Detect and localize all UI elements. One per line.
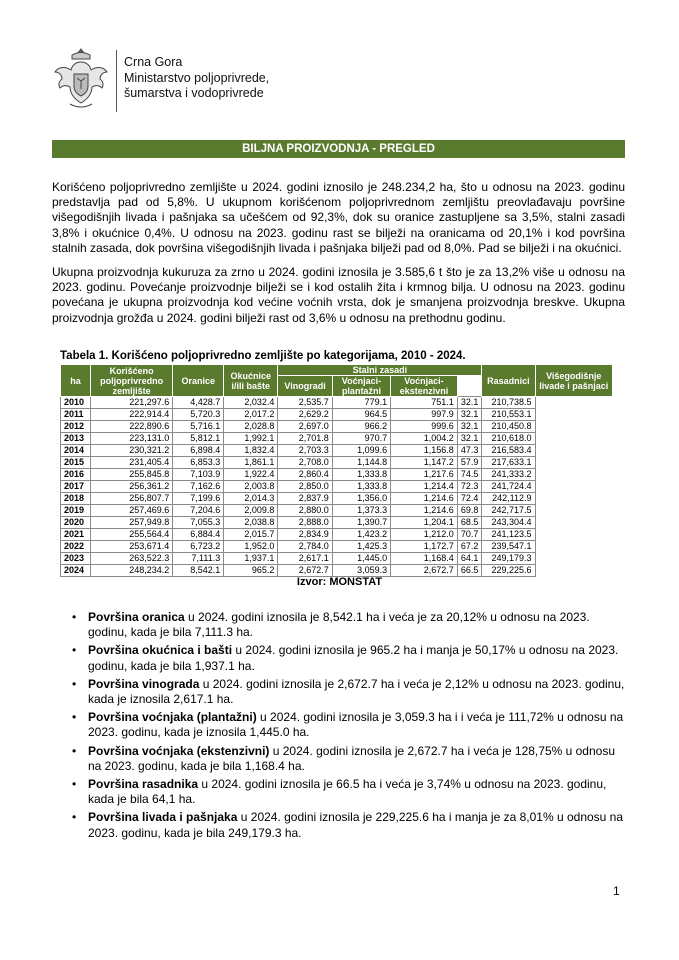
- value-cell: 1,356.0: [332, 493, 390, 505]
- value-cell: 210,618.0: [482, 433, 535, 445]
- value-cell: 965.2: [224, 565, 278, 577]
- table-row: [61, 541, 613, 553]
- value-cell: 2,617.1: [278, 553, 332, 565]
- table-row: [61, 433, 613, 445]
- value-cell: 1,937.1: [224, 553, 278, 565]
- value-cell: 69.8: [457, 505, 482, 517]
- table-row: [61, 457, 613, 469]
- value-cell: 7,103.9: [173, 469, 224, 481]
- value-cell: 1,217.6: [391, 469, 458, 481]
- bullet-icon: •: [72, 610, 77, 624]
- value-cell: 2,535.7: [278, 397, 332, 409]
- value-cell: 7,162.6: [173, 481, 224, 493]
- value-cell: 64.1: [457, 553, 482, 565]
- year-cell: 2015: [61, 457, 91, 469]
- value-cell: 32.1: [457, 421, 482, 433]
- year-cell: 2022: [61, 541, 91, 553]
- value-cell: 1,425.3: [332, 541, 390, 553]
- value-cell: 229,225.6: [482, 565, 535, 577]
- page-title: BILJNA PROIZVODNJA - PREGLED: [52, 140, 625, 158]
- list-item: [52, 744, 625, 774]
- value-cell: 210,450.8: [482, 421, 535, 433]
- list-item: [52, 810, 625, 840]
- bullet-text: u 2024. godini iznosila je 229,225.6 ha i manja je za 8,01% u odnosu na 2023. godinu, kada je bila 249,179.3 ha.: [88, 810, 624, 840]
- table-row: [61, 529, 613, 541]
- value-cell: 66.5: [457, 565, 482, 577]
- bullet-text: u 2024. godini iznosila je 2,672.7 ha i veća je 128,75% u odnosu na 2023. godinu, kada je bila 1,168.4 ha.: [88, 743, 615, 773]
- value-cell: 222,890.6: [91, 421, 173, 433]
- value-cell: 249,179.3: [482, 553, 535, 565]
- value-cell: 253,671.4: [91, 541, 173, 553]
- value-cell: 1,204.1: [391, 517, 458, 529]
- value-cell: 7,055.3: [173, 517, 224, 529]
- coat-of-arms-icon: [52, 46, 110, 112]
- value-cell: 1,214.4: [391, 481, 458, 493]
- value-cell: 256,807.7: [91, 493, 173, 505]
- value-cell: 2,880.0: [278, 505, 332, 517]
- value-cell: 242,112.9: [482, 493, 535, 505]
- value-cell: 223,131.0: [91, 433, 173, 445]
- value-cell: 67.2: [457, 541, 482, 553]
- value-cell: 216,583.4: [482, 445, 535, 457]
- value-cell: 3,059.3: [332, 565, 390, 577]
- value-cell: 2,672.7: [278, 565, 332, 577]
- year-cell: 2010: [61, 397, 91, 409]
- value-cell: 257,469.6: [91, 505, 173, 517]
- list-item: [52, 677, 625, 707]
- value-cell: 263,522.3: [91, 553, 173, 565]
- list-item: [52, 610, 625, 640]
- value-cell: 5,720.3: [173, 409, 224, 421]
- value-cell: 210,553.1: [482, 409, 535, 421]
- paragraph-production: Ukupna proizvodnja kukuruza za zrno u 2024. godini iznosila je 3.585,6 t što je za 13,2% više u odnosu na 2023. godinu. Povećanje proizvodnje bilježi se i kod ostalih žita i krmnog bilja. U odnosu na 2023. godinu povećana je ukupna proizvodnja kod većine voćnih vrsta, dok je smanjena proizvodnja breskve. Ukupna proizvodnja grožđa u 2024. godini bilježi rast od 3,6% u odnosu na prethodnu godinu.: [52, 265, 625, 325]
- value-cell: 2,708.0: [278, 457, 332, 469]
- table-row: [61, 565, 613, 577]
- value-cell: 751.1: [391, 397, 458, 409]
- bullet-icon: •: [72, 643, 77, 658]
- table-row: [61, 469, 613, 481]
- value-cell: 2,850.0: [278, 481, 332, 493]
- value-cell: 243,304.4: [482, 517, 535, 529]
- value-cell: 1,423.2: [332, 529, 390, 541]
- value-cell: 1,214.6: [391, 505, 458, 517]
- list-item: [52, 777, 625, 807]
- header-rasadnici: Rasadnici: [482, 365, 535, 397]
- table-row: [61, 445, 613, 457]
- table-row: [61, 553, 613, 565]
- value-cell: 255,845.8: [91, 469, 173, 481]
- value-cell: 779.1: [332, 397, 390, 409]
- table-row: [61, 505, 613, 517]
- bullet-text: u 2024. godini iznosila je 965.2 ha i manja je 50,17% u odnosu na 2023. godinu, kada je bila 1,937.1 ha.: [88, 643, 619, 673]
- bullet-text: u 2024. godini iznosila je 66.5 ha i veća je 3,74% u odnosu na 2023. godinu, kada je bila 64,1 ha.: [88, 777, 607, 807]
- bullet-heading: Površina voćnjaka (ekstenzivni): [88, 743, 270, 758]
- paragraph-land-use: Korišćeno poljoprivredno zemljište u 2024. godini iznosilo je 248.234,2 ha, što u odnosu na 2023. godinu predstavlja pad od 5,8%. U ukupnom korišćenom poljoprivrednom zemljištu preovlađavaju površine višegodišnjih livada i pašnjaka sa učešćem od 92,3%, dok su oranice zastupljene sa 3,5%, stalni zasadi 3,8% i okućnice 0,4%. U odnosu na 2023. godinu rast se bilježi na oranicama od 20,1% i kod površina stalnih zasada, dok površina višegodišnjih livada i pašnjaka bilježi pad od 8,0%. Pad se bilježi i na okućnici.: [52, 180, 625, 255]
- table-row: [61, 493, 613, 505]
- header-vocnjaci-ekstenzivni: Voćnjaci-ekstenzivni: [391, 376, 458, 397]
- value-cell: 1,992.1: [224, 433, 278, 445]
- header-ha: ha: [61, 365, 91, 397]
- value-cell: 2,837.9: [278, 493, 332, 505]
- bullet-icon: •: [72, 710, 77, 725]
- value-cell: 256,361.2: [91, 481, 173, 493]
- value-cell: 257,949.8: [91, 517, 173, 529]
- value-cell: 230,321.2: [91, 445, 173, 457]
- value-cell: 2,860.4: [278, 469, 332, 481]
- value-cell: 1,832.4: [224, 445, 278, 457]
- header-line-1: Crna Gora: [124, 55, 183, 69]
- year-cell: 2021: [61, 529, 91, 541]
- year-cell: 2014: [61, 445, 91, 457]
- value-cell: 1,212.0: [391, 529, 458, 541]
- value-cell: 7,204.6: [173, 505, 224, 517]
- list-item: [52, 710, 625, 740]
- letterhead: [52, 46, 312, 116]
- bullet-heading: Površina vinograda: [88, 676, 200, 691]
- year-cell: 2023: [61, 553, 91, 565]
- value-cell: 2,888.0: [278, 517, 332, 529]
- value-cell: 5,812.1: [173, 433, 224, 445]
- bullet-heading: Površina oranica: [88, 610, 185, 624]
- value-cell: 1,333.8: [332, 481, 390, 493]
- header-okucnice: Okućnice i/ili bašte: [224, 365, 278, 397]
- bullet-heading: Površina okućnica i bašti: [88, 643, 233, 658]
- value-cell: 1,373.3: [332, 505, 390, 517]
- value-cell: 2,014.3: [224, 493, 278, 505]
- value-cell: 70.7: [457, 529, 482, 541]
- value-cell: 2,784.0: [278, 541, 332, 553]
- year-cell: 2016: [61, 469, 91, 481]
- value-cell: 4,428.7: [173, 397, 224, 409]
- year-cell: 2024: [61, 565, 91, 577]
- year-cell: 2017: [61, 481, 91, 493]
- value-cell: 2,703.3: [278, 445, 332, 457]
- bullet-text: u 2024. godini iznosila je 2,672.7 ha i veća je 2,12% u odnosu na 2023. godinu, kada je iznosila 2,617.1 ha.: [88, 676, 625, 707]
- year-cell: 2011: [61, 409, 91, 421]
- value-cell: 248,234.2: [91, 565, 173, 577]
- value-cell: 239,547.1: [482, 541, 535, 553]
- value-cell: 1,144.8: [332, 457, 390, 469]
- value-cell: 1,004.2: [391, 433, 458, 445]
- value-cell: 231,405.4: [91, 457, 173, 469]
- value-cell: 2,017.2: [224, 409, 278, 421]
- value-cell: 7,111.3: [173, 553, 224, 565]
- value-cell: 241,123.5: [482, 529, 535, 541]
- header-livade: Višegodišnje livade i pašnjaci: [535, 365, 613, 397]
- value-cell: 997.9: [391, 409, 458, 421]
- page-number: 1: [613, 884, 620, 898]
- value-cell: 966.2: [332, 421, 390, 433]
- header-line-2: Ministarstvo poljoprivrede,: [124, 70, 270, 85]
- land-use-table: [60, 364, 613, 577]
- bullet-text: u 2024. godini iznosila je 3,059.3 ha i i veća je 111,72% u odnosu na 2023. godinu, kada je iznosila 1,445.0 ha.: [88, 710, 624, 740]
- value-cell: 1,333.8: [332, 469, 390, 481]
- value-cell: 72.3: [457, 481, 482, 493]
- value-cell: 1,147.2: [391, 457, 458, 469]
- table-row: [61, 409, 613, 421]
- year-cell: 2019: [61, 505, 91, 517]
- value-cell: 242,717.5: [482, 505, 535, 517]
- value-cell: 1,390.7: [332, 517, 390, 529]
- value-cell: 32.1: [457, 433, 482, 445]
- value-cell: 2,003.8: [224, 481, 278, 493]
- value-cell: 1,952.0: [224, 541, 278, 553]
- value-cell: 241,724.4: [482, 481, 535, 493]
- value-cell: 2,834.9: [278, 529, 332, 541]
- value-cell: 210,738.5: [482, 397, 535, 409]
- year-cell: 2020: [61, 517, 91, 529]
- ministry-name: [124, 55, 269, 102]
- value-cell: 2,028.8: [224, 421, 278, 433]
- value-cell: 74.5: [457, 469, 482, 481]
- bullet-icon: •: [72, 743, 77, 758]
- divider: [116, 50, 117, 112]
- table-row: [61, 421, 613, 433]
- bullet-text: u 2024. godini iznosila je 8,542.1 ha i veća je za 20,12% u odnosu na 2023. godinu, kada je bila 7,111.3 ha.: [88, 610, 590, 640]
- value-cell: 1,172.7: [391, 541, 458, 553]
- value-cell: 2,038.8: [224, 517, 278, 529]
- value-cell: 2,672.7: [391, 565, 458, 577]
- value-cell: 964.5: [332, 409, 390, 421]
- list-item: [52, 643, 625, 673]
- value-cell: 1,156.8: [391, 445, 458, 457]
- bullet-heading: Površina voćnjaka (plantažni): [88, 710, 257, 725]
- value-cell: 222,914.4: [91, 409, 173, 421]
- year-cell: 2012: [61, 421, 91, 433]
- year-cell: 2013: [61, 433, 91, 445]
- value-cell: 6,723.2: [173, 541, 224, 553]
- header-vinogradi: Vinogradi: [278, 376, 332, 397]
- table-row: [61, 397, 613, 409]
- value-cell: 6,884.4: [173, 529, 224, 541]
- bullet-icon: •: [72, 777, 77, 792]
- value-cell: 217,633.1: [482, 457, 535, 469]
- header-line-3: šumarstva i vodoprivrede: [124, 86, 264, 100]
- value-cell: 2,701.8: [278, 433, 332, 445]
- value-cell: 68.5: [457, 517, 482, 529]
- table-row: [61, 517, 613, 529]
- value-cell: 72.4: [457, 493, 482, 505]
- table-caption: Tabela 1. Korišćeno poljoprivredno zemljište po kategorijama, 2010 - 2024.: [60, 350, 466, 362]
- value-cell: 47.3: [457, 445, 482, 457]
- value-cell: 1,099.6: [332, 445, 390, 457]
- value-cell: 970.7: [332, 433, 390, 445]
- value-cell: 241,333.2: [482, 469, 535, 481]
- year-cell: 2018: [61, 493, 91, 505]
- value-cell: 1,168.4: [391, 553, 458, 565]
- value-cell: 8,542.1: [173, 565, 224, 577]
- value-cell: 999.6: [391, 421, 458, 433]
- bullet-heading: Površina livada i pašnjaka: [88, 810, 238, 825]
- bullet-icon: •: [72, 810, 77, 825]
- value-cell: 255,564.4: [91, 529, 173, 541]
- summary-list: [52, 610, 625, 844]
- header-stalni-zasadi: Stalni zasadi: [278, 365, 482, 376]
- value-cell: 7,199.6: [173, 493, 224, 505]
- value-cell: 2,009.8: [224, 505, 278, 517]
- value-cell: 2,015.7: [224, 529, 278, 541]
- bullet-heading: Površina rasadnika: [88, 777, 199, 792]
- bullet-icon: •: [72, 676, 77, 691]
- header-vocnjaci-plantazni: Voćnjaci-plantažni: [332, 376, 390, 397]
- table-row: [61, 481, 613, 493]
- value-cell: 57.9: [457, 457, 482, 469]
- value-cell: 1,861.1: [224, 457, 278, 469]
- value-cell: 32.1: [457, 397, 482, 409]
- value-cell: 2,629.2: [278, 409, 332, 421]
- value-cell: 1,922.4: [224, 469, 278, 481]
- value-cell: 2,697.0: [278, 421, 332, 433]
- value-cell: 6,853.3: [173, 457, 224, 469]
- header-kpz: Korišćeno poljoprivredno zemljište: [91, 365, 173, 397]
- value-cell: 1,214.6: [391, 493, 458, 505]
- value-cell: 1,445.0: [332, 553, 390, 565]
- value-cell: 5,716.1: [173, 421, 224, 433]
- header-oranice: Oranice: [173, 365, 224, 397]
- value-cell: 2,032.4: [224, 397, 278, 409]
- table-source: Izvor: MONSTAT: [296, 576, 383, 588]
- value-cell: 32.1: [457, 409, 482, 421]
- value-cell: 6,898.4: [173, 445, 224, 457]
- value-cell: 221,297.6: [91, 397, 173, 409]
